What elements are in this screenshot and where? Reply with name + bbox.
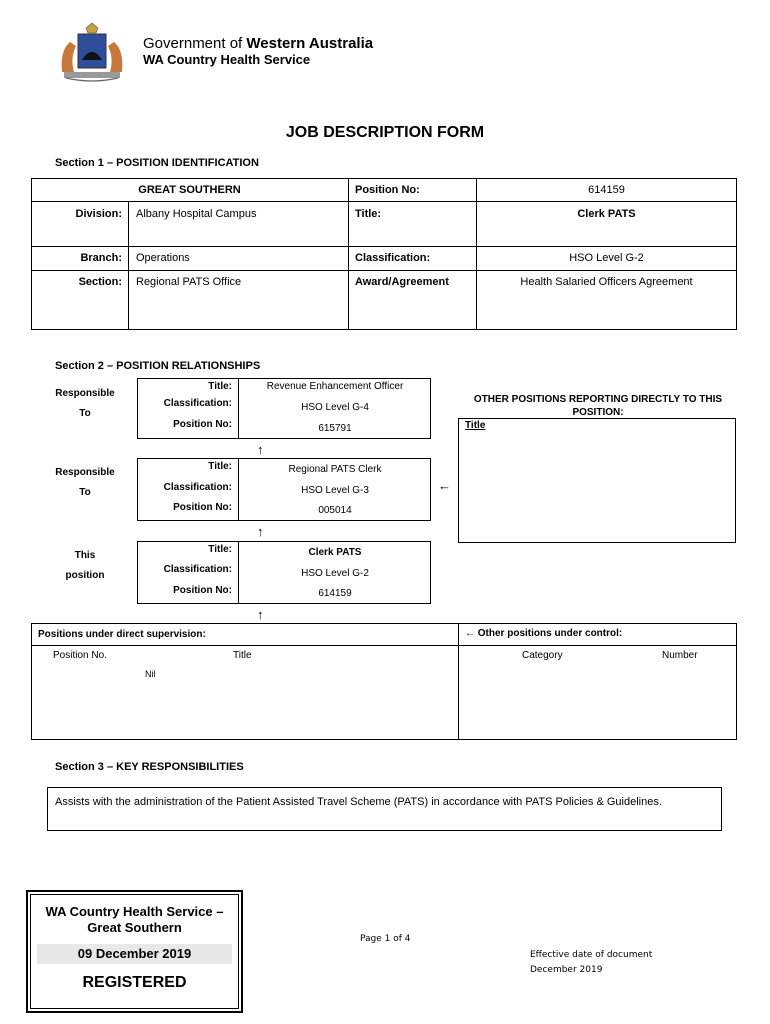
box1-title-label: Title: — [208, 381, 232, 392]
title-value: Clerk PATS — [577, 208, 636, 220]
box1-classification-label: Classification: — [163, 398, 232, 409]
other-control-label: Other positions under control: — [477, 628, 623, 639]
division-label: Division: — [75, 208, 122, 220]
award-value: Health Salaried Officers Agreement — [520, 276, 693, 288]
box2-classification-value: HSO Level G-3 — [301, 485, 369, 496]
position-no-value: 614159 — [588, 184, 625, 196]
box3-position-no-label: Position No: — [173, 585, 232, 596]
classification-value: HSO Level G-2 — [569, 252, 644, 264]
box3-classification-value: HSO Level G-2 — [301, 568, 369, 579]
relationship-side-label-3 — [45, 546, 125, 586]
position-no-label: Position No: — [355, 184, 420, 196]
side-label-line2: To — [79, 408, 91, 419]
box1-classification-value: HSO Level G-4 — [301, 402, 369, 413]
government-line — [143, 35, 373, 52]
effective-date-label: Effective date of document — [530, 950, 653, 960]
other-positions-title-col: Title — [465, 420, 486, 431]
box2-position-no-value: 005014 — [318, 505, 352, 516]
registered-stamp — [26, 890, 243, 1013]
supervision-table — [31, 623, 737, 740]
effective-date-value: December 2019 — [530, 965, 603, 975]
stamp-line2: Great Southern — [87, 920, 182, 935]
division-value: Albany Hospital Campus — [136, 208, 257, 220]
government-label: Government of — [143, 35, 247, 52]
direct-col-title: Title — [233, 650, 252, 661]
wa-government-crest-logo — [56, 22, 128, 84]
form-title: JOB DESCRIPTION FORM — [285, 124, 485, 141]
title-label: Title: — [355, 208, 382, 220]
arrow-up-icon: ↑ — [257, 524, 264, 539]
section1-heading: Section 1 – POSITION IDENTIFICATION — [55, 157, 259, 169]
stamp-status: REGISTERED — [82, 974, 187, 991]
box3-position-no-value: 614159 — [318, 588, 352, 599]
arrow-left-icon: ← — [438, 478, 451, 493]
direct-col-position-no: Position No. — [53, 650, 107, 661]
box2-title-label: Title: — [208, 461, 232, 472]
branch-value: Operations — [136, 252, 190, 264]
side-label-line1: Responsible — [55, 467, 115, 478]
box1-title-value: Revenue Enhancement Officer — [266, 381, 404, 392]
control-col-category: Category — [522, 650, 563, 661]
arrow-up-icon: ↑ — [257, 607, 264, 622]
section-value: Regional PATS Office — [136, 276, 242, 288]
side-label-line2: To — [79, 487, 91, 498]
relationship-side-label-2 — [45, 463, 125, 503]
arrow-up-icon: ↑ — [257, 442, 264, 457]
direct-nil-value: Nil — [145, 669, 156, 679]
box2-title-value: Regional PATS Clerk — [288, 464, 382, 475]
other-positions-heading: OTHER POSITIONS REPORTING DIRECTLY TO THIS POSITION: — [473, 394, 723, 418]
box2-position-no-label: Position No: — [173, 502, 232, 513]
box2-classification-label: Classification: — [163, 482, 232, 493]
section3-heading: Section 3 – KEY RESPONSIBILITIES — [55, 761, 244, 773]
box1-position-no-label: Position No: — [173, 419, 232, 430]
other-positions-box — [458, 418, 736, 543]
control-col-number: Number — [662, 650, 698, 661]
box3-classification-label: Classification: — [163, 564, 232, 575]
section2-heading: Section 2 – POSITION RELATIONSHIPS — [55, 360, 261, 372]
stamp-line1: WA Country Health Service – — [45, 904, 224, 919]
stamp-date: 09 December 2019 — [37, 944, 232, 964]
key-responsibilities-box — [47, 787, 722, 831]
arrow-left-icon: ← — [465, 628, 478, 639]
side-label-line2: position — [65, 570, 105, 581]
other-control-heading — [465, 628, 622, 639]
page-number: Page 1 of 4 — [360, 934, 411, 944]
agency-name: WA Country Health Service — [143, 52, 311, 67]
key-responsibilities-text: Assists with the administration of the Patient Assisted Travel Scheme (PATS) in accordance with PATS Policies & Guidelines. — [55, 796, 662, 808]
box1-position-no-value: 615791 — [318, 423, 352, 434]
box3-title-value: Clerk PATS — [308, 547, 362, 558]
box3-title-label: Title: — [208, 544, 232, 555]
classification-label: Classification: — [355, 252, 431, 264]
region-name: GREAT SOUTHERN — [138, 184, 241, 196]
direct-supervision-heading: Positions under direct supervision: — [38, 629, 206, 640]
side-label-line1: This — [74, 550, 96, 561]
state-name: Western Australia — [246, 35, 374, 52]
branch-label: Branch: — [80, 252, 122, 264]
section-label: Section: — [78, 276, 122, 288]
side-label-line1: Responsible — [55, 388, 115, 399]
relationship-side-label-1 — [45, 384, 125, 424]
award-label: Award/Agreement — [355, 276, 449, 288]
